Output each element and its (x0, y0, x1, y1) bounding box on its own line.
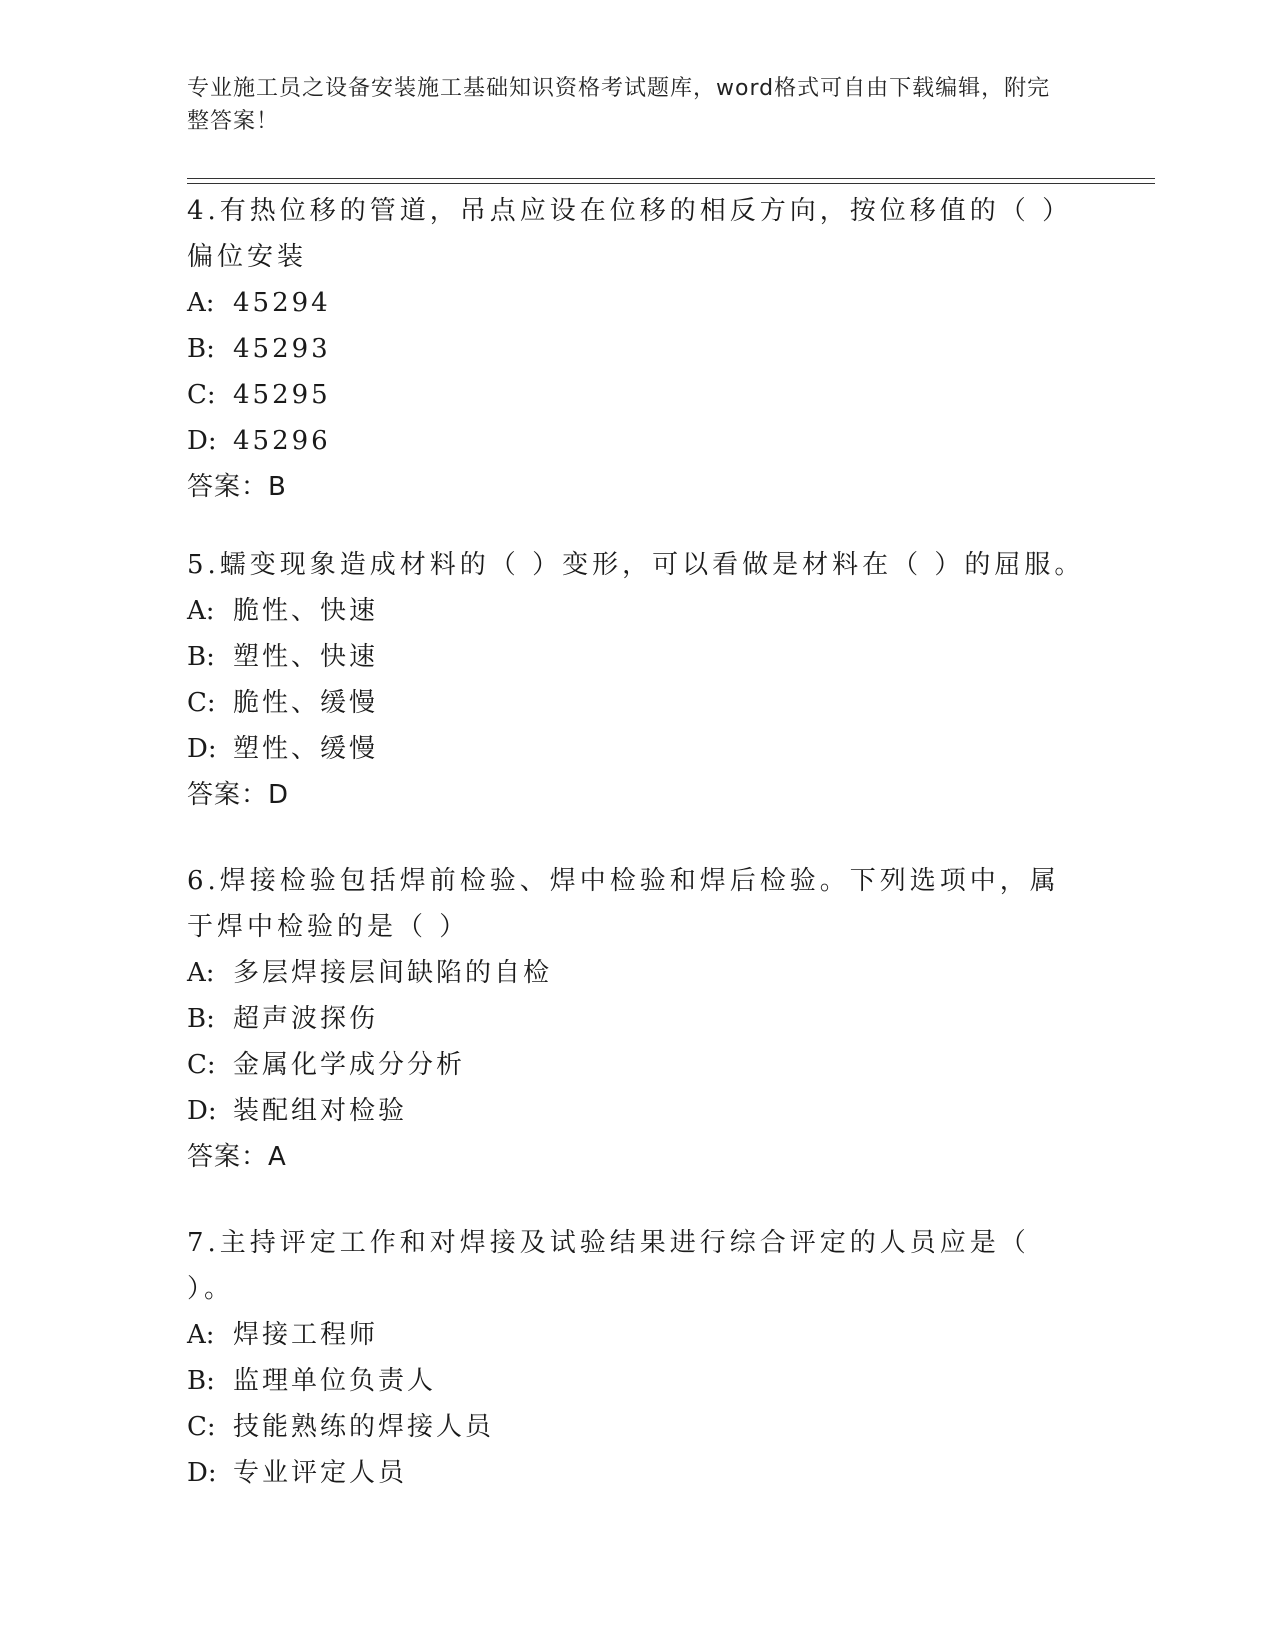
option-d (187, 1450, 1087, 1496)
option-letter: B: (187, 1366, 215, 1396)
question-5 (187, 542, 1087, 818)
option-a (187, 280, 1087, 326)
option-letter: B: (187, 1004, 215, 1034)
option-list (187, 280, 1087, 464)
option-letter: C: (187, 1412, 216, 1442)
option-b (187, 326, 1087, 372)
option-text: 专业评定人员 (233, 1458, 408, 1488)
option-letter: B: (187, 642, 215, 672)
option-c (187, 372, 1087, 418)
option-text: 焊接工程师 (233, 1320, 379, 1350)
option-text: 脆性、缓慢 (233, 688, 379, 718)
option-letter: A: (187, 288, 215, 318)
question-stem: 6.焊接检验包括焊前检验、焊中检验和焊后检验。下列选项中，属于焊中检验的是（ ） (187, 866, 1060, 942)
option-letter: B: (187, 334, 215, 364)
option-letter: D: (187, 734, 217, 764)
header-divider-top (187, 178, 1155, 179)
option-d (187, 1088, 1087, 1134)
option-list (187, 1312, 1087, 1496)
answer-line: 答案：B (187, 472, 287, 502)
option-text: 脆性、快速 (233, 596, 379, 626)
option-text: 45293 (233, 334, 331, 364)
option-text: 塑性、快速 (233, 642, 379, 672)
option-c (187, 1404, 1087, 1450)
answer-line: 答案：A (187, 1142, 287, 1172)
option-b (187, 1358, 1087, 1404)
option-text: 技能熟练的焊接人员 (233, 1412, 495, 1442)
option-text: 金属化学成分分析 (233, 1050, 466, 1080)
option-text: 监理单位负责人 (233, 1366, 437, 1396)
option-text: 多层焊接层间缺陷的自检 (233, 958, 553, 988)
option-letter: A: (187, 958, 215, 988)
option-letter: C: (187, 1050, 216, 1080)
document-header: 专业施工员之设备安装施工基础知识资格考试题库，word格式可自由下载编辑，附完整答案！ (187, 76, 1051, 134)
option-letter: D: (187, 426, 217, 456)
option-c (187, 1042, 1087, 1088)
question-stem: 4.有热位移的管道，吊点应设在位移的相反方向，按位移值的（ ）偏位安装 (187, 196, 1073, 272)
question-stem: 7.主持评定工作和对焊接及试验结果进行综合评定的人员应是（ ）。 (187, 1228, 1030, 1304)
option-text: 45294 (233, 288, 331, 318)
option-a (187, 1312, 1087, 1358)
option-b (187, 634, 1087, 680)
option-letter: A: (187, 1320, 215, 1350)
option-text: 塑性、缓慢 (233, 734, 379, 764)
answer-line: 答案：D (187, 780, 290, 810)
option-list (187, 950, 1087, 1134)
question-7 (187, 1220, 1087, 1496)
question-4 (187, 188, 1087, 510)
option-letter: D: (187, 1096, 217, 1126)
option-text: 45295 (233, 380, 331, 410)
question-6 (187, 858, 1087, 1180)
option-text: 45296 (233, 426, 331, 456)
question-stem: 5.蠕变现象造成材料的（ ）变形，可以看做是材料在（ ）的屈服。 (187, 550, 1085, 580)
header-divider-bottom (187, 183, 1155, 184)
option-letter: C: (187, 688, 216, 718)
option-d (187, 418, 1087, 464)
option-text: 装配组对检验 (233, 1096, 408, 1126)
option-letter: D: (187, 1458, 217, 1488)
option-letter: A: (187, 596, 215, 626)
option-c (187, 680, 1087, 726)
option-list (187, 588, 1087, 772)
option-a (187, 950, 1087, 996)
option-b (187, 996, 1087, 1042)
option-d (187, 726, 1087, 772)
option-letter: C: (187, 380, 216, 410)
option-a (187, 588, 1087, 634)
option-text: 超声波探伤 (233, 1004, 379, 1034)
